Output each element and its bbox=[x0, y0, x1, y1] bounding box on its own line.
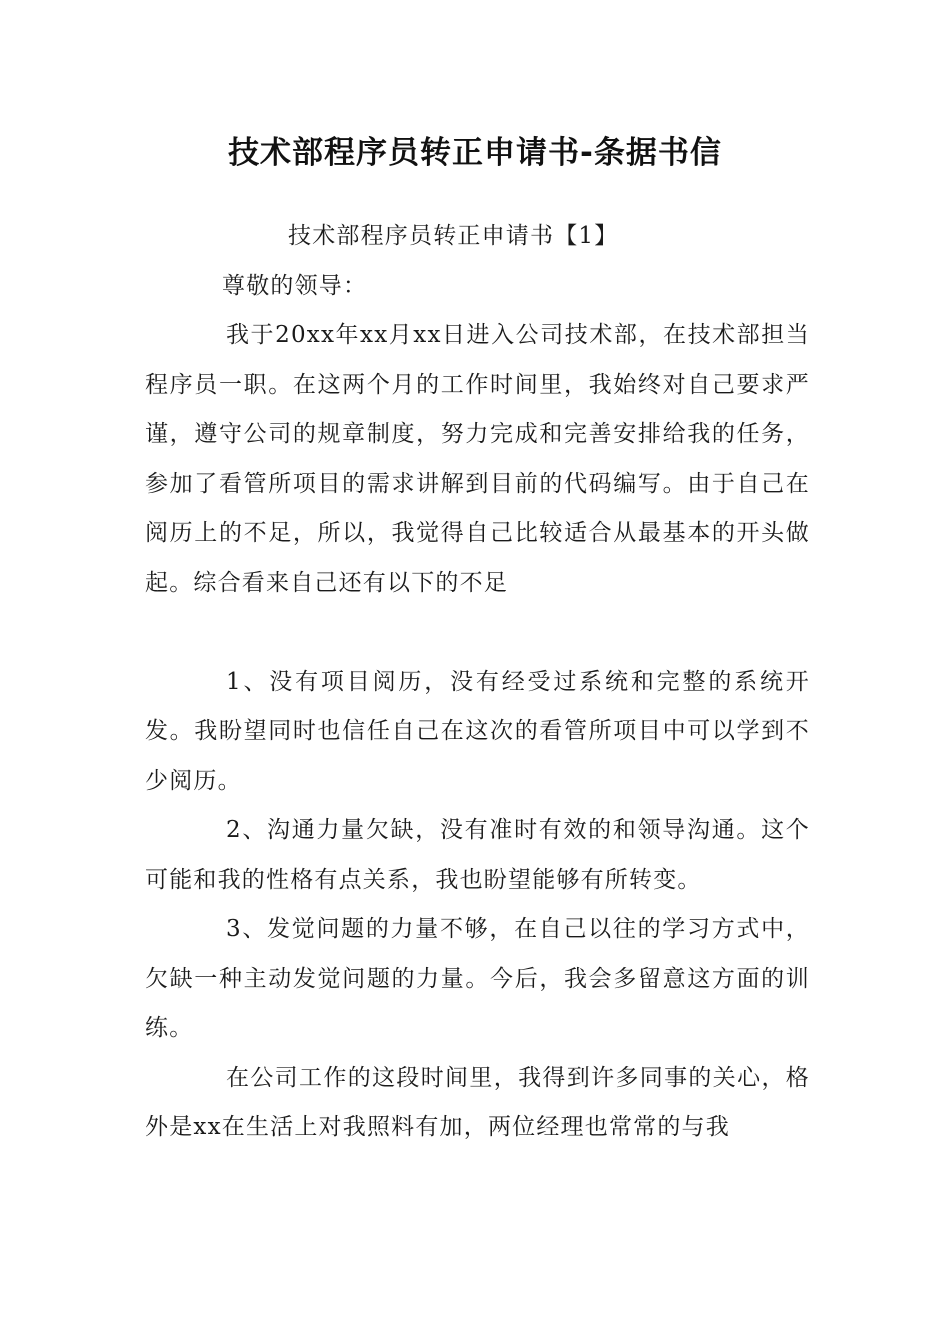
document-title: 技术部程序员转正申请书-条据书信 bbox=[228, 135, 722, 171]
document-body bbox=[145, 212, 810, 1153]
paragraph-spacer bbox=[145, 608, 810, 658]
paragraph-intro: 我于20xx年xx月xx日进入公司技术部，在技术部担当程序员一职。在这两个月的工作时间里，我始终对自己要求严谨，遵守公司的规章制度，努力完成和完善安排给我的任务，参加了看管所项目的需求讲解到目前的代码编写。由于自己在阅历上的不足，所以，我觉得自己比较适合从最基本的开头做起。综合看来自己还有以下的不足 bbox=[145, 322, 810, 596]
paragraph-closing: 在公司工作的这段时间里，我得到许多同事的关心，格外是xx在生活上对我照料有加，两位经理也常常的与我 bbox=[145, 1064, 810, 1140]
salutation: 尊敬的领导： bbox=[222, 272, 368, 299]
paragraph-point-2: 2、沟通力量欠缺，没有准时有效的和领导沟通。这个可能和我的性格有点关系，我也盼望能够有所转变。 bbox=[145, 817, 810, 893]
section-heading: 技术部程序员转正申请书【1】 bbox=[288, 223, 619, 249]
paragraph-point-3: 3、发觉问题的力量不够，在自己以往的学习方式中，欠缺一种主动发觉问题的力量。今后，我会多留意这方面的训练。 bbox=[145, 916, 810, 1041]
paragraph-point-1: 1、没有项目阅历，没有经受过系统和完整的系统开发。我盼望同时也信任自己在这次的看管所项目中可以学到不少阅历。 bbox=[145, 668, 810, 794]
